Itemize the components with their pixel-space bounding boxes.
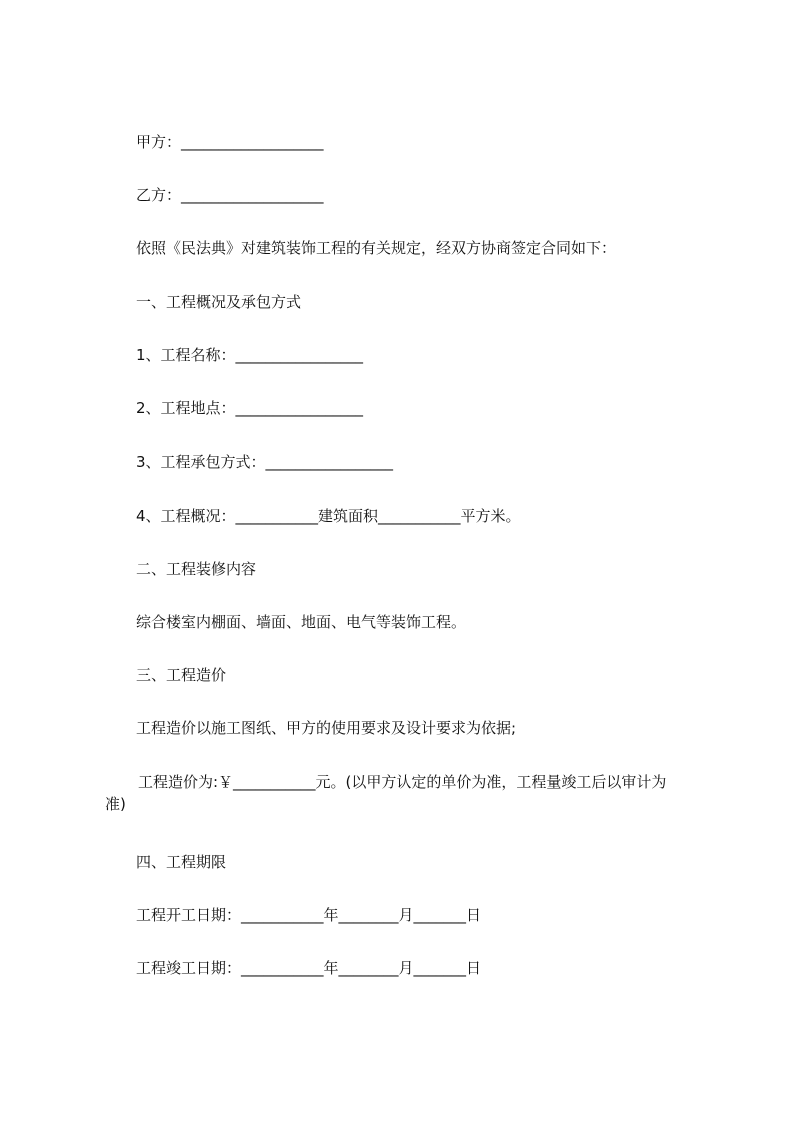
section-4-heading: 四、工程期限 — [136, 853, 227, 871]
cost-amount-paragraph: 工程造价为:￥___________元。(以甲方认定的单价为准，工程量竣工后以审计为准) — [105, 773, 667, 813]
project-name-line: 1、工程名称：_________________ — [136, 346, 364, 364]
party-a-line: 甲方：___________________ — [136, 133, 324, 151]
project-overview-line: 4、工程概况：___________建筑面积___________平方米。 — [136, 507, 521, 525]
project-location-line: 2、工程地点：_________________ — [136, 399, 364, 417]
decoration-content-text: 综合楼室内棚面、墙面、地面、电气等装饰工程。 — [136, 613, 467, 631]
section-1-heading: 一、工程概况及承包方式 — [136, 293, 302, 311]
preamble-text: 依照《民法典》对建筑装饰工程的有关规定，经双方协商签定合同如下： — [136, 239, 617, 257]
cost-basis-text: 工程造价以施工图纸、甲方的使用要求及设计要求为依据; — [136, 719, 517, 737]
contract-method-line: 3、工程承包方式：_________________ — [136, 453, 394, 471]
party-b-line: 乙方：___________________ — [136, 186, 324, 204]
start-date-line: 工程开工日期：___________年________月_______日 — [136, 906, 482, 924]
completion-date-line: 工程竣工日期：___________年________月_______日 — [136, 959, 482, 977]
section-2-heading: 二、工程装修内容 — [136, 560, 257, 578]
section-3-heading: 三、工程造价 — [136, 666, 227, 684]
